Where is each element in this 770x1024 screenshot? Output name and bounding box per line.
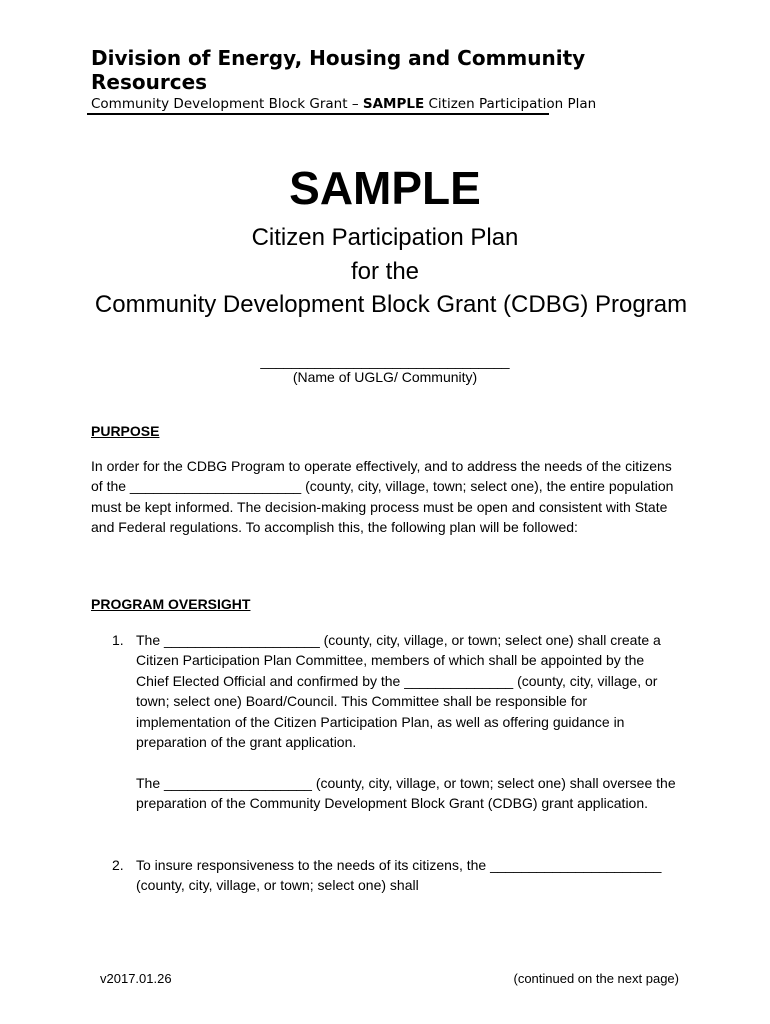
header-subtitle bbox=[91, 95, 711, 113]
document-title: SAMPLE bbox=[289, 162, 481, 214]
title-line-1: Citizen Participation Plan bbox=[251, 224, 519, 251]
purpose-heading: PURPOSE bbox=[91, 423, 160, 439]
program-oversight-heading: PROGRAM OVERSIGHT bbox=[91, 596, 251, 612]
subtitle-prefix: Community Development Block Grant – bbox=[91, 96, 363, 112]
purpose-paragraph: In order for the CDBG Program to operate effectively, and to address the needs of the citizens of the ______________________ (county, city, village, town; select one), the entire population must be kept informed. The decision-making process must be open and consistent with State and Federal regulations. To accomplish this, the following plan will be followed: bbox=[91, 458, 674, 536]
list-item-number: 1. bbox=[112, 632, 124, 648]
list-item-text: To insure responsiveness to the needs of its citizens, the ______________________ (county, city, village, or town; select one) shall bbox=[136, 857, 662, 894]
subtitle-bold: SAMPLE bbox=[362, 96, 425, 112]
title-line-2: for the bbox=[350, 258, 420, 285]
subtitle-suffix: Citizen Participation Plan bbox=[424, 96, 597, 112]
community-name-blank: ________________________________ bbox=[260, 353, 510, 369]
organization-name: Division of Energy, Housing and Community Resources bbox=[91, 46, 586, 94]
list-item-text: The ____________________ (county, city, village, or town; select one) shall create a Citizen Participation Plan Committee, members of which shall be appointed by the Chief Elected Official and confirmed by the ______________ (county, city, village, or town; select one) Board/Council. This Committee shall be responsible for implementation of the Citizen Participation Plan, as well as offering guidance in preparation of the grant application. bbox=[136, 632, 661, 751]
header-divider bbox=[87, 113, 549, 115]
list-item-number: 2. bbox=[112, 857, 124, 873]
version-label: v2017.01.26 bbox=[100, 971, 172, 986]
title-line-3: Community Development Block Grant (CDBG) Program bbox=[94, 291, 688, 318]
continued-note: (continued on the next page) bbox=[513, 971, 679, 986]
community-name-label: (Name of UGLG/ Community) bbox=[292, 369, 478, 385]
list-item-continuation: The ___________________ (county, city, village, or town; select one) shall oversee the preparation of the Community Development Block Grant (CDBG) grant application. bbox=[136, 775, 676, 812]
